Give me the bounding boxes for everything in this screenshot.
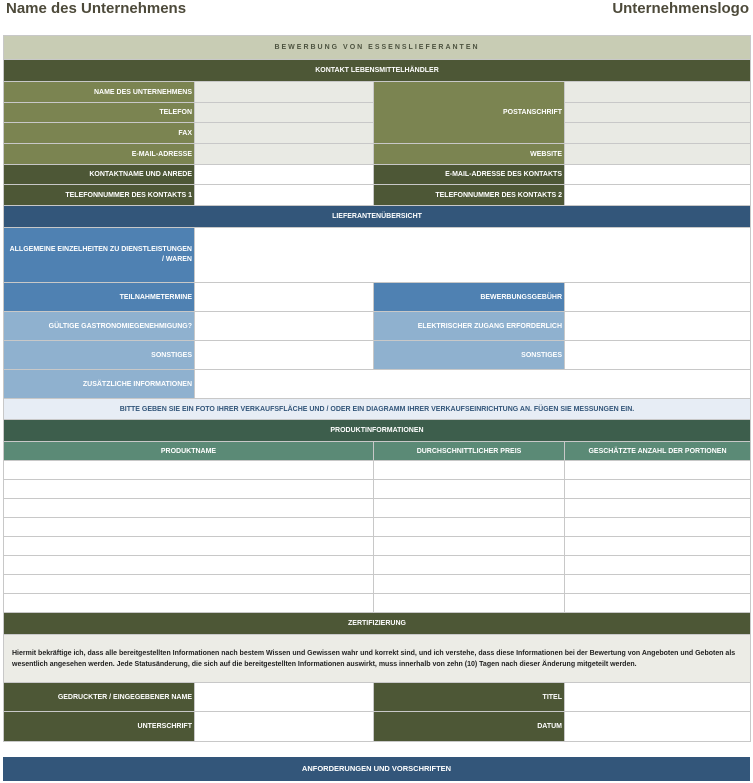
table-row [4, 499, 751, 518]
contact-name-label: KONTAKTNAME UND ANREDE [4, 165, 195, 185]
table-row [4, 537, 751, 556]
avg-price-header: DURCHSCHNITTLICHER PREIS [374, 442, 565, 461]
website-label: WEBSITE [374, 144, 565, 165]
table-row [4, 518, 751, 537]
email-label: E-MAIL-ADRESSE [4, 144, 195, 165]
postal-address-field-3[interactable] [565, 123, 751, 144]
portions-cell[interactable] [565, 537, 751, 556]
company-name-label: NAME DES UNTERNEHMENS [4, 82, 195, 103]
avg-price-cell[interactable] [374, 594, 565, 613]
date-label: DATUM [374, 712, 565, 742]
overview-section-title: LIEFERANTENÜBERSICHT [4, 206, 751, 228]
portions-cell[interactable] [565, 575, 751, 594]
fax-label: FAX [4, 123, 195, 144]
table-row [4, 461, 751, 480]
other-field-1[interactable] [195, 341, 374, 370]
table-row [4, 575, 751, 594]
company-name: Name des Unternehmens [6, 0, 187, 17]
contact-name-field[interactable] [195, 165, 374, 185]
table-row [4, 594, 751, 613]
general-details-field[interactable] [195, 228, 751, 283]
product-name-cell[interactable] [4, 537, 374, 556]
general-details-label: ALLGEMEINE EINZELHEITEN ZU DIENSTLEISTUNGEN / WAREN [4, 228, 195, 283]
other-label-2: SONSTIGES [374, 341, 565, 370]
requirements-section-title: ANFORDERUNGEN UND VORSCHRIFTEN [3, 757, 750, 781]
contact-phone2-label: TELEFONNUMMER DES KONTAKTS 2 [374, 185, 565, 206]
title-label: TITEL [374, 683, 565, 712]
avg-price-cell[interactable] [374, 556, 565, 575]
website-field[interactable] [565, 144, 751, 165]
contact-phone1-field[interactable] [195, 185, 374, 206]
additional-info-field[interactable] [195, 370, 751, 399]
signature-label: UNTERSCHRIFT [4, 712, 195, 742]
fee-field[interactable] [565, 283, 751, 312]
electric-field[interactable] [565, 312, 751, 341]
date-field[interactable] [565, 712, 751, 742]
avg-price-cell[interactable] [374, 518, 565, 537]
product-name-header: PRODUKTNAME [4, 442, 374, 461]
form-title: BEWERBUNG VON ESSENSLIEFERANTEN [4, 36, 751, 60]
postal-address-label: POSTANSCHRIFT [374, 82, 565, 144]
product-name-cell[interactable] [4, 499, 374, 518]
products-section-title: PRODUKTINFORMATIONEN [4, 420, 751, 442]
attendance-field[interactable] [195, 283, 374, 312]
contact-email-label: E-MAIL-ADRESSE DES KONTAKTS [374, 165, 565, 185]
title-field[interactable] [565, 683, 751, 712]
avg-price-cell[interactable] [374, 461, 565, 480]
other-field-2[interactable] [565, 341, 751, 370]
table-row [4, 480, 751, 499]
fee-label: BEWERBUNGSGEBÜHR [374, 283, 565, 312]
certification-text: Hiermit bekräftige ich, dass alle bereitgestellten Informationen nach bestem Wissen und Gewissen wahr und korrekt sind, und ich verstehe, dass diese Informationen bei der Bewertung von Angeboten und Geboten als wesentlich angesehen werden. Jede Statusänderung, die sich auf die bereitgestellten Informationen auswirkt, muss innerhalb von zehn (10) Tagen nach dieser Änderung mitgeteilt werden. [4, 635, 751, 683]
contact-phone1-label: TELEFONNUMMER DES KONTAKTS 1 [4, 185, 195, 206]
product-name-cell[interactable] [4, 461, 374, 480]
permit-label: GÜLTIGE GASTRONOMIEGENEHMIGUNG? [4, 312, 195, 341]
other-label-1: SONSTIGES [4, 341, 195, 370]
avg-price-cell[interactable] [374, 480, 565, 499]
company-logo: Unternehmenslogo [612, 0, 749, 17]
company-name-field[interactable] [195, 82, 374, 103]
certification-section-title: ZERTIFIZIERUNG [4, 613, 751, 635]
permit-field[interactable] [195, 312, 374, 341]
portions-cell[interactable] [565, 594, 751, 613]
phone-label: TELEFON [4, 103, 195, 123]
avg-price-cell[interactable] [374, 575, 565, 594]
portions-cell[interactable] [565, 499, 751, 518]
email-field[interactable] [195, 144, 374, 165]
portions-cell[interactable] [565, 480, 751, 499]
portions-cell[interactable] [565, 518, 751, 537]
portions-cell[interactable] [565, 461, 751, 480]
attendance-label: TEILNAHMETERMINE [4, 283, 195, 312]
vendor-application-form [3, 35, 751, 742]
contact-email-field[interactable] [565, 165, 751, 185]
photo-note: BITTE GEBEN SIE EIN FOTO IHRER VERKAUFSFLÄCHE UND / ODER EIN DIAGRAMM IHRER VERKAUFSEINRICHTUNG AN. FÜGEN SIE MESSUNGEN EIN. [4, 399, 751, 420]
phone-field[interactable] [195, 103, 374, 123]
printed-name-label: GEDRUCKTER / EINGEGEBENER NAME [4, 683, 195, 712]
fax-field[interactable] [195, 123, 374, 144]
portions-header: GESCHÄTZTE ANZAHL DER PORTIONEN [565, 442, 751, 461]
postal-address-field-1[interactable] [565, 82, 751, 103]
product-name-cell[interactable] [4, 556, 374, 575]
printed-name-field[interactable] [195, 683, 374, 712]
product-name-cell[interactable] [4, 594, 374, 613]
postal-address-field-2[interactable] [565, 103, 751, 123]
electric-label: ELEKTRISCHER ZUGANG ERFORDERLICH [374, 312, 565, 341]
product-name-cell[interactable] [4, 575, 374, 594]
avg-price-cell[interactable] [374, 499, 565, 518]
signature-field[interactable] [195, 712, 374, 742]
avg-price-cell[interactable] [374, 537, 565, 556]
table-row [4, 556, 751, 575]
product-name-cell[interactable] [4, 518, 374, 537]
portions-cell[interactable] [565, 556, 751, 575]
contact-phone2-field[interactable] [565, 185, 751, 206]
contact-section-title: KONTAKT LEBENSMITTELHÄNDLER [4, 60, 751, 82]
product-name-cell[interactable] [4, 480, 374, 499]
additional-info-label: ZUSÄTZLICHE INFORMATIONEN [4, 370, 195, 399]
